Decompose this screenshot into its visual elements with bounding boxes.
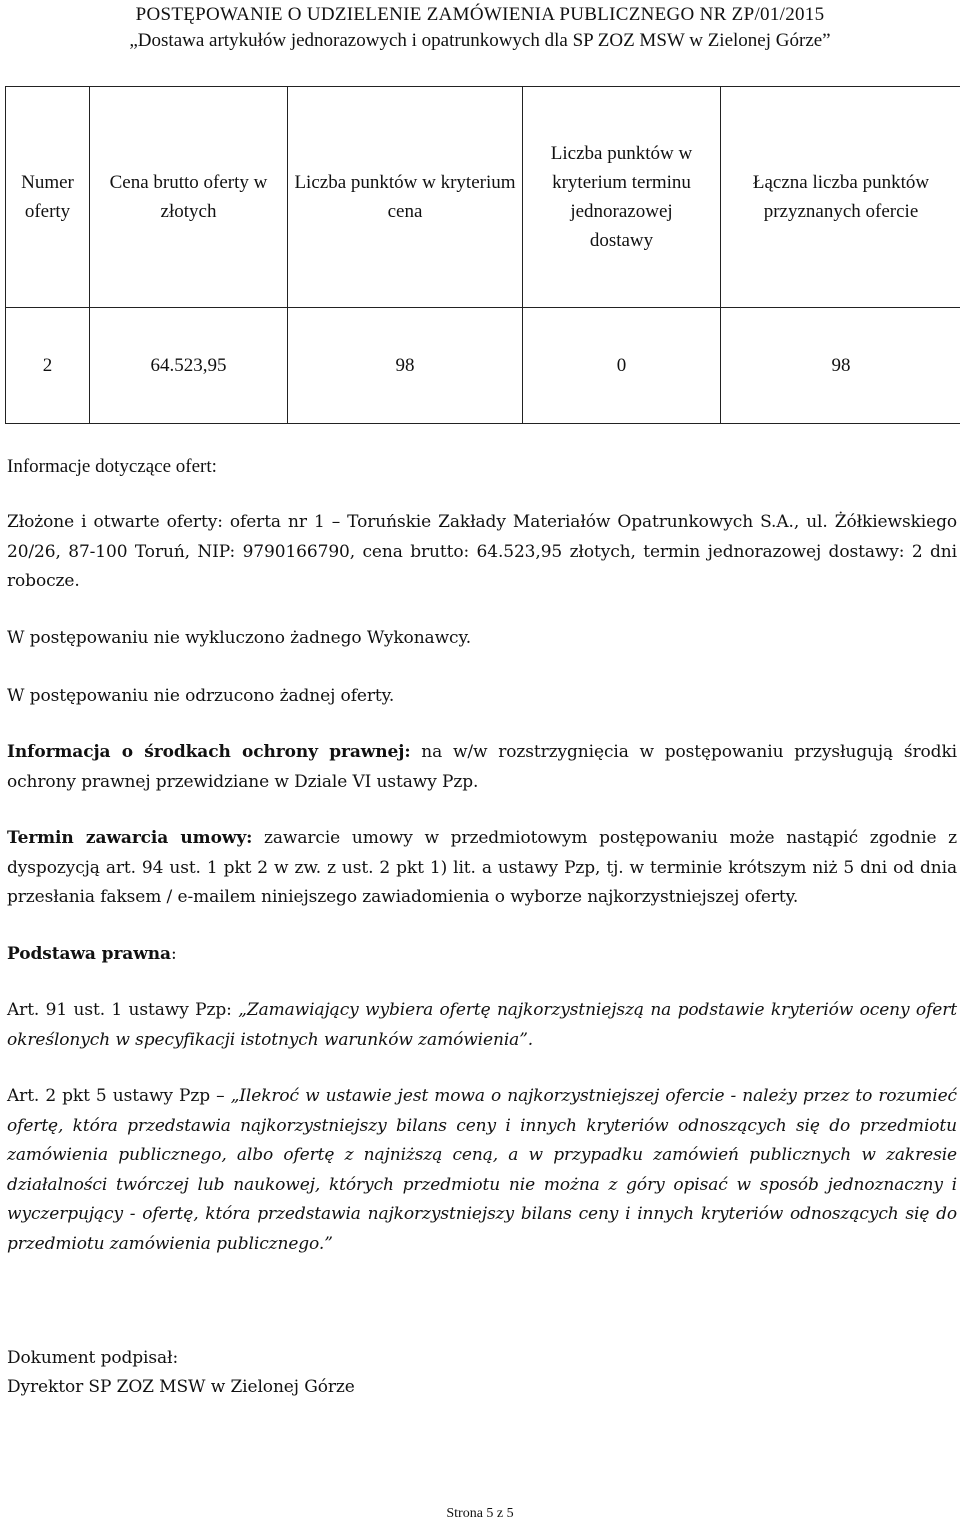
contract-term-info [7,824,957,913]
art-91-quote [7,996,957,1055]
table-row [6,308,960,424]
no-rejected-note: W postępowaniu nie odrzucono żadnej oferty. [7,686,395,706]
art-2-reference: Art. 2 pkt 5 ustawy Pzp – [7,1086,231,1106]
header-gross-price: Cena brutto oferty w złotych [90,87,288,308]
header-total-points: Łączna liczba punktów przyznanych ofercie [721,87,960,308]
contract-term-label: Termin zawarcia umowy: [7,828,253,848]
procedure-title: POSTĘPOWANIE O UDZIELENIE ZAMÓWIENIA PUBLICZNEGO NR ZP/01/2015 [135,4,825,25]
info-heading: Informacje dotyczące ofert: [7,456,217,477]
no-excluded-note: W postępowaniu nie wykluczono żadnego Wykonawcy. [7,628,471,648]
legal-protection-label: Informacja o środkach ochrony prawnej: [7,742,411,762]
art-91-text: „Zamawiający wybiera ofertę najkorzystniejszą na podstawie kryteriów oceny ofert określonych w specyfikacji istotnych warunków zamówienia”. [7,1000,957,1050]
header-delivery-points: Liczba punktów w kryterium terminu jednorazowej dostawy [523,87,721,308]
cell-delivery-points: 0 [523,308,721,424]
cell-offer-number: 2 [6,308,90,424]
legal-protection-text: na w/w rozstrzygnięcia w postępowaniu przysługują środki ochrony prawnej przewidziane w Dziale VI ustawy Pzp. [7,742,957,792]
results-table [5,86,960,424]
cell-gross-price: 64.523,95 [90,308,288,424]
legal-basis-heading [7,940,957,970]
header-offer-number: Numer oferty [6,87,90,308]
art-2-quote [7,1082,957,1259]
header-price-points: Liczba punktów w kryterium cena [288,87,523,308]
legal-protection-info [7,738,957,797]
signature-name: Dyrektor SP ZOZ MSW w Zielonej Górze [7,1377,355,1397]
cell-total-points: 98 [721,308,960,424]
art-91-reference: Art. 91 ust. 1 ustawy Pzp: [7,1000,239,1020]
offers-info: Złożone i otwarte oferty: oferta nr 1 – Toruńskie Zakłady Materiałów Opatrunkowych S.A., ul. Żółkiewskiego 20/26, 87-100 Toruń, NIP: 9790166790, cena brutto: 64.523,95 złotych, termin jednorazowej dostawy: 2 dni robocze. [7,512,957,591]
legal-basis-label: Podstawa prawna [7,944,171,964]
legal-basis-colon: : [170,944,177,964]
art-2-text: „Ilekroć w ustawie jest mowa o najkorzystniejszej ofercie - należy przez to rozumieć ofertę, która przedstawia najkorzystniejszy bilans ceny i innych kryteriów odnoszących się do przedmiotu zamówienia publicznego, albo ofertę z najniższą ceną, a w przypadku zamówień publicznych w zakresie działalności twórczej lub naukowej, których przedmiotu nie można z góry opisać w sposób jednoznaczny i wyczerpujący - ofertę, która przedstawia najkorzystniejszy bilans ceny i innych kryteriów odnoszących się do przedmiotu zamówienia publicznego.” [7,1086,957,1254]
cell-price-points: 98 [288,308,523,424]
contract-subject: „Dostawa artykułów jednorazowych i opatrunkowych dla SP ZOZ MSW w Zielonej Górze” [129,30,831,51]
signature-label: Dokument podpisał: [7,1348,179,1368]
contract-term-text: zawarcie umowy w przedmiotowym postępowaniu może nastąpić zgodnie z dyspozycją art. 94 ust. 1 pkt 2 w zw. z ust. 2 pkt 1) lit. a ustawy Pzp, tj. w terminie krótszym niż 5 dni od dnia przesłania faksem / e-mailem niniejszego zawiadomienia o wyborze najkorzystniejszej oferty. [7,828,957,907]
page-number: Strona 5 z 5 [446,1506,514,1521]
table-header-row [6,87,960,308]
